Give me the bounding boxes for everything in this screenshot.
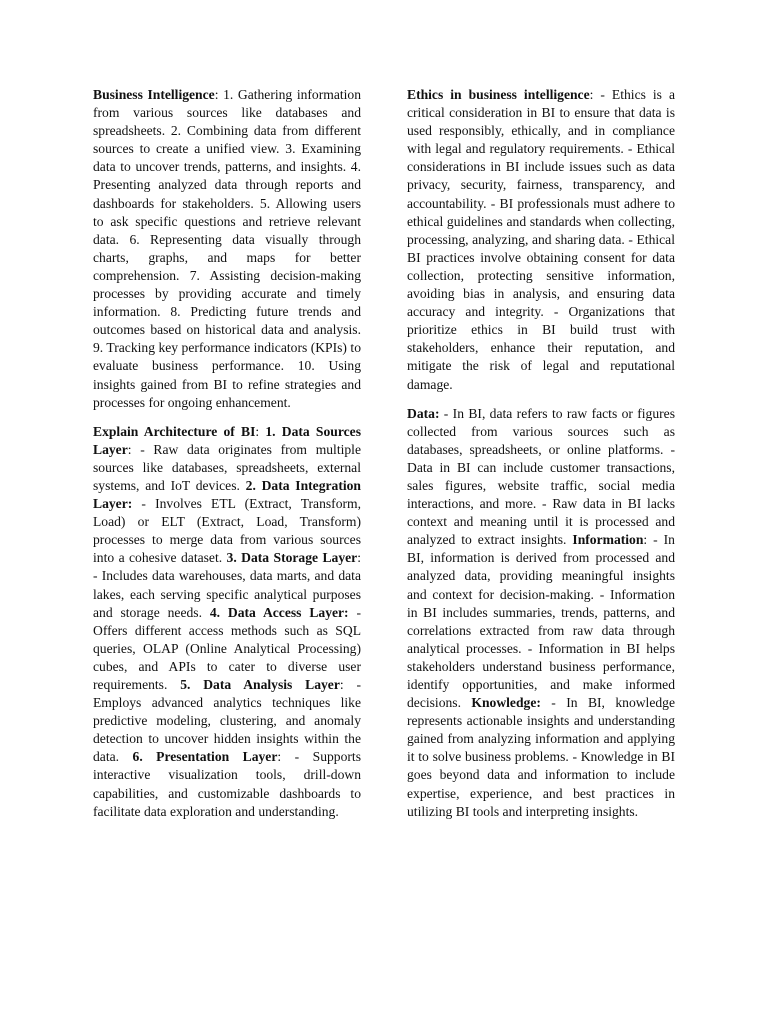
layer-1-text: : - Raw data originates from multiple sources like databases, spreadsheets, external systems, and IoT devices.: [93, 441, 361, 493]
right-column: [407, 86, 675, 821]
layer-3-heading: 3. Data Storage Layer: [226, 550, 358, 566]
left-column: [93, 86, 361, 821]
information-text: : - In BI, information is derived from processed and analyzed data, providing meaningful insights and context for decision-making. - Information in BI includes summaries, trends, patterns, and correlations extracted from raw data through analytical processes. - Information in BI helps stakeholders understand business performance, identify opportunities, and make informed decisions.: [407, 532, 675, 711]
information-heading: Information: [572, 532, 644, 548]
bi-paragraph: [93, 86, 361, 412]
bi-heading: Business Intelligence: [93, 87, 215, 102]
layer-4-heading: 4. Data Access Layer:: [209, 604, 349, 620]
layer-2-text: - Involves ETL (Extract, Transform, Load) or ELT (Extract, Load, Transform) processes to merge data from various sources into a cohesive dataset.: [93, 496, 361, 566]
knowledge-heading: Knowledge:: [471, 695, 541, 711]
layer-5-heading: 5. Data Analysis Layer: [180, 677, 340, 692]
architecture-paragraph: [93, 423, 361, 821]
bi-text: : 1. Gathering information from various sources like databases and spreadsheets. 2. Combining data from different sources to create a unified view. 3. Examining data to uncover trends, patterns, and insights. 4. Presenting analyzed data through reports and dashboards for stakeholders. 5. Allowing users to ask specific questions and retrieve relevant data. 6. Representing data visually through charts, graphs, and maps for better comprehension. 7. Assisting decision-making processes by providing accurate and timely information. 8. Predicting future trends and outcomes based on historical data and analysis. 9. Tracking key performance indicators (KPIs) to evaluate business performance. 10. Using insights gained from BI to refine strategies and processes for ongoing enhancement.: [93, 87, 362, 410]
layer-3-text: : - Includes data warehouses, data marts, and data lakes, each serving specific analytical purposes and storage needs.: [93, 550, 361, 620]
layer-6-heading: 6. Presentation Layer: [132, 749, 278, 765]
layer-2-heading: 2. Data Integration Layer:: [93, 477, 361, 512]
data-heading: Data:: [407, 405, 440, 421]
dik-paragraph: [407, 405, 675, 821]
architecture-separator: :: [255, 423, 266, 439]
ethics-paragraph: [407, 86, 675, 394]
ethics-heading: Ethics in business intelligence: [407, 87, 590, 102]
architecture-heading: Explain Architecture of BI: [93, 423, 256, 439]
knowledge-text: - In BI, knowledge represents actionable insights and understanding gained from analyzing information and applying it to solve business problems. - Knowledge in BI goes beyond data and information to include expertise, experience, and best practices in utilizing BI tools and interpreting insights.: [407, 695, 675, 819]
layer-1-heading: 1. Data Sources Layer: [93, 423, 361, 457]
ethics-text: : - Ethics is a critical consideration in BI to ensure that data is used responsibly, ethically, and in compliance with legal and regulatory requirements. - Ethical considerations in BI include issues such as data privacy, security, fairness, transparency, and accountability. - BI professionals must adhere to ethical guidelines and standards when collecting, processing, analyzing, and sharing data. - Ethical BI practices involve obtaining consent for data collection, protecting sensitive information, avoiding bias in analysis, and ensuring data accuracy and integrity. - Organizations that prioritize ethics in BI build trust with stakeholders, enhance their reputation, and mitigate the risk of legal and reputational damage.: [407, 87, 675, 392]
layer-5-text: : - Employs advanced analytics techniques like predictive modeling, clustering, and anomaly detection to uncover hidden insights within the data.: [93, 677, 361, 765]
data-text: - In BI, data refers to raw facts or figures collected from various sources such as databases, spreadsheets, or online platforms. - Data in BI can include customer transactions, sales figures, website traffic, social media interactions, and more. - Raw data in BI lacks context and meaning until it is processed and analyzed to extract insights.: [407, 405, 675, 548]
layer-4-text: - Offers different access methods such as SQL queries, OLAP (Online Analytical Processing) cubes, and APIs to cater to diverse user requirements.: [93, 604, 361, 692]
layer-6-text: : - Supports interactive visualization tools, drill-down capabilities, and customizable dashboards to facilitate data exploration and understanding.: [93, 749, 361, 819]
